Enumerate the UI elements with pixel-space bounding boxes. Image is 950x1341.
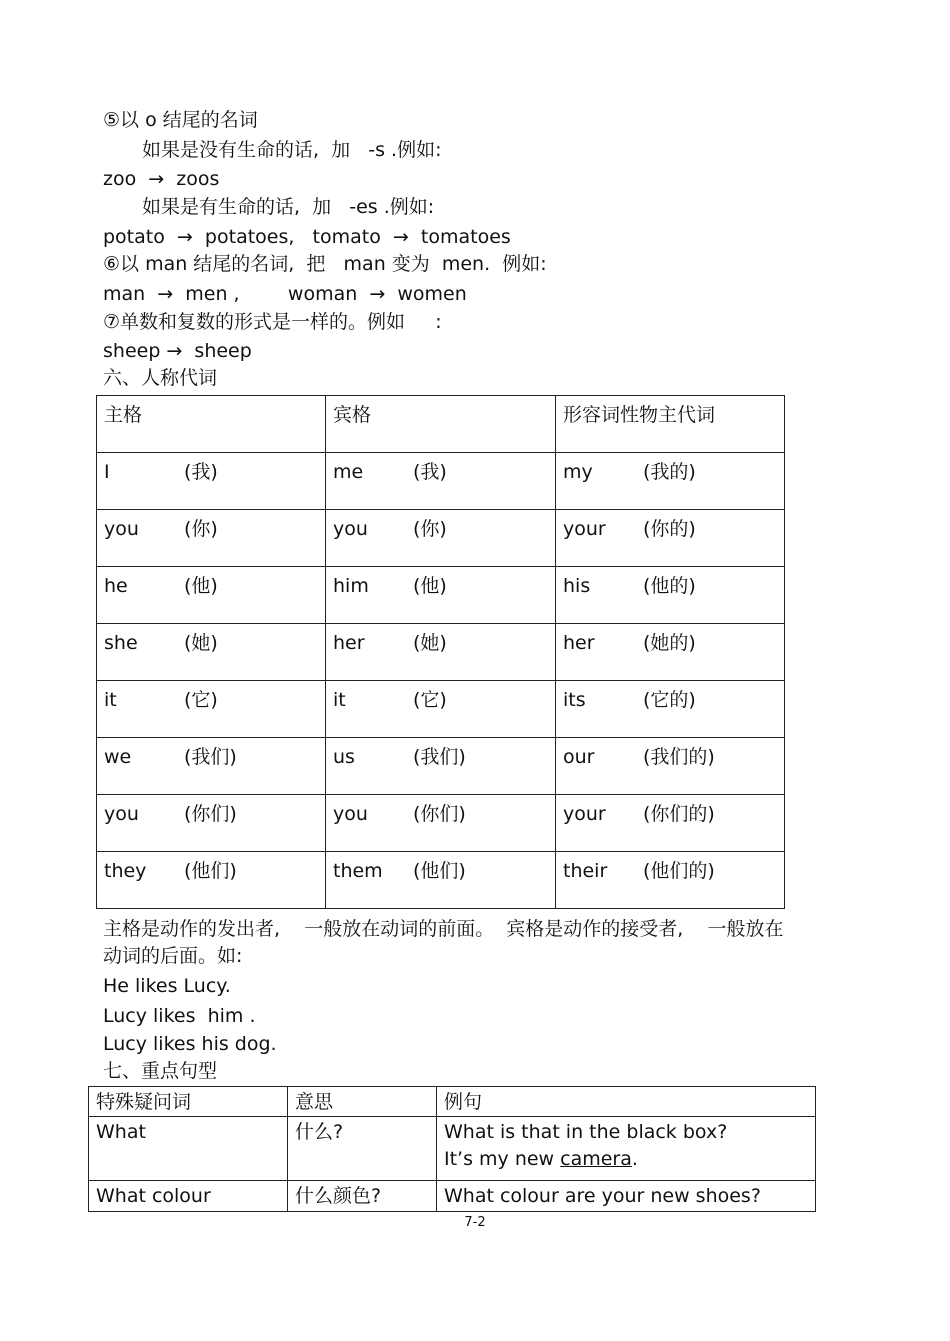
pronoun-word: him xyxy=(333,575,369,597)
section-7-heading: 七、重点句型 xyxy=(103,1060,218,1082)
pronoun-meaning: (她) xyxy=(413,632,447,654)
example-cell xyxy=(437,1117,816,1181)
rule-6-example: man → men , woman → women xyxy=(103,283,467,305)
pronoun-word: you xyxy=(333,518,368,540)
case-note-line1: 主格是动作的发出者, 一般放在动词的前面。 宾格是动作的接受者, 一般放在 xyxy=(103,918,784,940)
question-word: What xyxy=(89,1117,288,1181)
pronoun-meaning: (她) xyxy=(184,632,218,654)
pronoun-cell-possessive xyxy=(556,681,785,738)
example-sentence: Lucy likes his dog. xyxy=(103,1033,277,1055)
pronoun-meaning: (我们) xyxy=(184,746,237,768)
rule-5-title: ⑤以 o 结尾的名词 xyxy=(103,109,258,131)
rule-5-inanimate-example: zoo → zoos xyxy=(103,168,220,190)
rule-5-animate: 如果是有生命的话, 加 -es .例如: xyxy=(142,196,435,218)
pronoun-meaning: (我们的) xyxy=(643,746,715,768)
rule-5-inanimate: 如果是没有生命的话, 加 -s .例如: xyxy=(142,139,442,161)
pronoun-cell-object xyxy=(326,510,556,567)
pronoun-cell-object xyxy=(326,453,556,510)
pronoun-meaning: (我的) xyxy=(643,461,696,483)
pronoun-cell-possessive xyxy=(556,453,785,510)
pronoun-word: we xyxy=(104,746,132,768)
header-subject: 主格 xyxy=(97,396,326,453)
pronoun-cell-possessive xyxy=(556,567,785,624)
answer-pre: It’s my new xyxy=(444,1148,561,1170)
example-question: What colour are your new shoes? xyxy=(437,1181,816,1212)
pronoun-word: he xyxy=(104,575,128,597)
table-row xyxy=(97,567,785,624)
pronoun-cell-object xyxy=(326,624,556,681)
pronoun-meaning: (你们) xyxy=(413,803,466,825)
table-header-row xyxy=(97,396,785,453)
table-header-row xyxy=(89,1087,816,1117)
pronoun-meaning: (你的) xyxy=(643,518,696,540)
header-question-word: 特殊疑问词 xyxy=(89,1087,288,1117)
pronoun-meaning: (他们) xyxy=(184,860,237,882)
pronoun-meaning: (你) xyxy=(413,518,447,540)
pronoun-cell-subject xyxy=(97,567,326,624)
table-row xyxy=(97,795,785,852)
pronoun-word: you xyxy=(104,518,139,540)
pronoun-cell-subject xyxy=(97,453,326,510)
pronoun-word: it xyxy=(333,689,346,711)
pronoun-meaning: (他) xyxy=(184,575,218,597)
pronoun-cell-subject xyxy=(97,510,326,567)
pronoun-cell-possessive xyxy=(556,795,785,852)
pronoun-meaning: (它的) xyxy=(643,689,696,711)
pronoun-meaning: (他) xyxy=(413,575,447,597)
pronoun-word: our xyxy=(563,746,595,768)
pronoun-word: your xyxy=(563,803,606,825)
pronoun-meaning: (我) xyxy=(184,461,218,483)
pronoun-cell-subject xyxy=(97,681,326,738)
pronoun-word: his xyxy=(563,575,591,597)
pronoun-cell-possessive xyxy=(556,510,785,567)
pronoun-word: me xyxy=(333,461,364,483)
table-row xyxy=(97,453,785,510)
pronoun-cell-object xyxy=(326,852,556,909)
pronoun-cell-possessive xyxy=(556,738,785,795)
pronoun-meaning: (它) xyxy=(413,689,447,711)
header-meaning: 意思 xyxy=(288,1087,437,1117)
pronoun-cell-object xyxy=(326,681,556,738)
table-row xyxy=(97,738,785,795)
rule-7-example: sheep → sheep xyxy=(103,340,252,362)
pronoun-meaning: (他们) xyxy=(413,860,466,882)
pronoun-word: you xyxy=(333,803,368,825)
pronoun-cell-subject xyxy=(97,795,326,852)
pronoun-word: it xyxy=(104,689,117,711)
pronoun-meaning: (他的) xyxy=(643,575,696,597)
example-sentence: He likes Lucy. xyxy=(103,975,231,997)
pronoun-cell-object xyxy=(326,738,556,795)
pronoun-meaning: (他们的) xyxy=(643,860,715,882)
pronoun-word: us xyxy=(333,746,355,768)
pronoun-meaning: (我) xyxy=(413,461,447,483)
pronoun-meaning: (它) xyxy=(184,689,218,711)
pronoun-word: her xyxy=(563,632,595,654)
pronoun-meaning: (你们的) xyxy=(643,803,715,825)
table-row xyxy=(97,681,785,738)
header-object: 宾格 xyxy=(326,396,556,453)
pronoun-cell-subject xyxy=(97,738,326,795)
pronoun-word: them xyxy=(333,860,383,882)
question-word: What colour xyxy=(89,1181,288,1212)
rule-6-title: ⑥以 man 结尾的名词, 把 man 变为 men. 例如: xyxy=(103,253,547,275)
pronoun-cell-possessive xyxy=(556,624,785,681)
meaning: 什么? xyxy=(288,1117,437,1181)
answer-underlined-word: camera xyxy=(560,1148,632,1170)
pronoun-word: she xyxy=(104,632,138,654)
header-example: 例句 xyxy=(437,1087,816,1117)
sentence-pattern-table xyxy=(88,1086,816,1212)
table-row xyxy=(97,624,785,681)
table-row xyxy=(89,1181,816,1212)
pronoun-word: I xyxy=(104,461,110,483)
pronoun-table xyxy=(96,395,785,909)
pronoun-cell-subject xyxy=(97,852,326,909)
example-sentence: Lucy likes him . xyxy=(103,1005,256,1027)
case-note-line2: 动词的后面。如: xyxy=(103,945,243,967)
table-row xyxy=(89,1117,816,1181)
pronoun-word: its xyxy=(563,689,586,711)
header-possessive: 形容词性物主代词 xyxy=(556,396,785,453)
pronoun-cell-object xyxy=(326,567,556,624)
pronoun-word: her xyxy=(333,632,365,654)
pronoun-meaning: (你) xyxy=(184,518,218,540)
pronoun-word: my xyxy=(563,461,593,483)
example-question: What is that in the black box? xyxy=(444,1121,728,1143)
table-row xyxy=(97,510,785,567)
pronoun-cell-subject xyxy=(97,624,326,681)
example-answer xyxy=(444,1146,815,1173)
meaning: 什么颜色? xyxy=(288,1181,437,1212)
pronoun-meaning: (她的) xyxy=(643,632,696,654)
pronoun-meaning: (你们) xyxy=(184,803,237,825)
answer-post: . xyxy=(631,1148,638,1170)
rule-5-animate-example: potato → potatoes, tomato → tomatoes xyxy=(103,226,511,248)
pronoun-word: your xyxy=(563,518,606,540)
table-row xyxy=(97,852,785,909)
rule-7-title: ⑦单数和复数的形式是一样的。例如 : xyxy=(103,311,442,333)
pronoun-cell-possessive xyxy=(556,852,785,909)
pronoun-cell-object xyxy=(326,795,556,852)
page-number: 7-2 xyxy=(464,1215,486,1230)
pronoun-word: they xyxy=(104,860,147,882)
pronoun-word: you xyxy=(104,803,139,825)
pronoun-meaning: (我们) xyxy=(413,746,466,768)
section-6-heading: 六、人称代词 xyxy=(103,367,218,389)
pronoun-word: their xyxy=(563,860,608,882)
